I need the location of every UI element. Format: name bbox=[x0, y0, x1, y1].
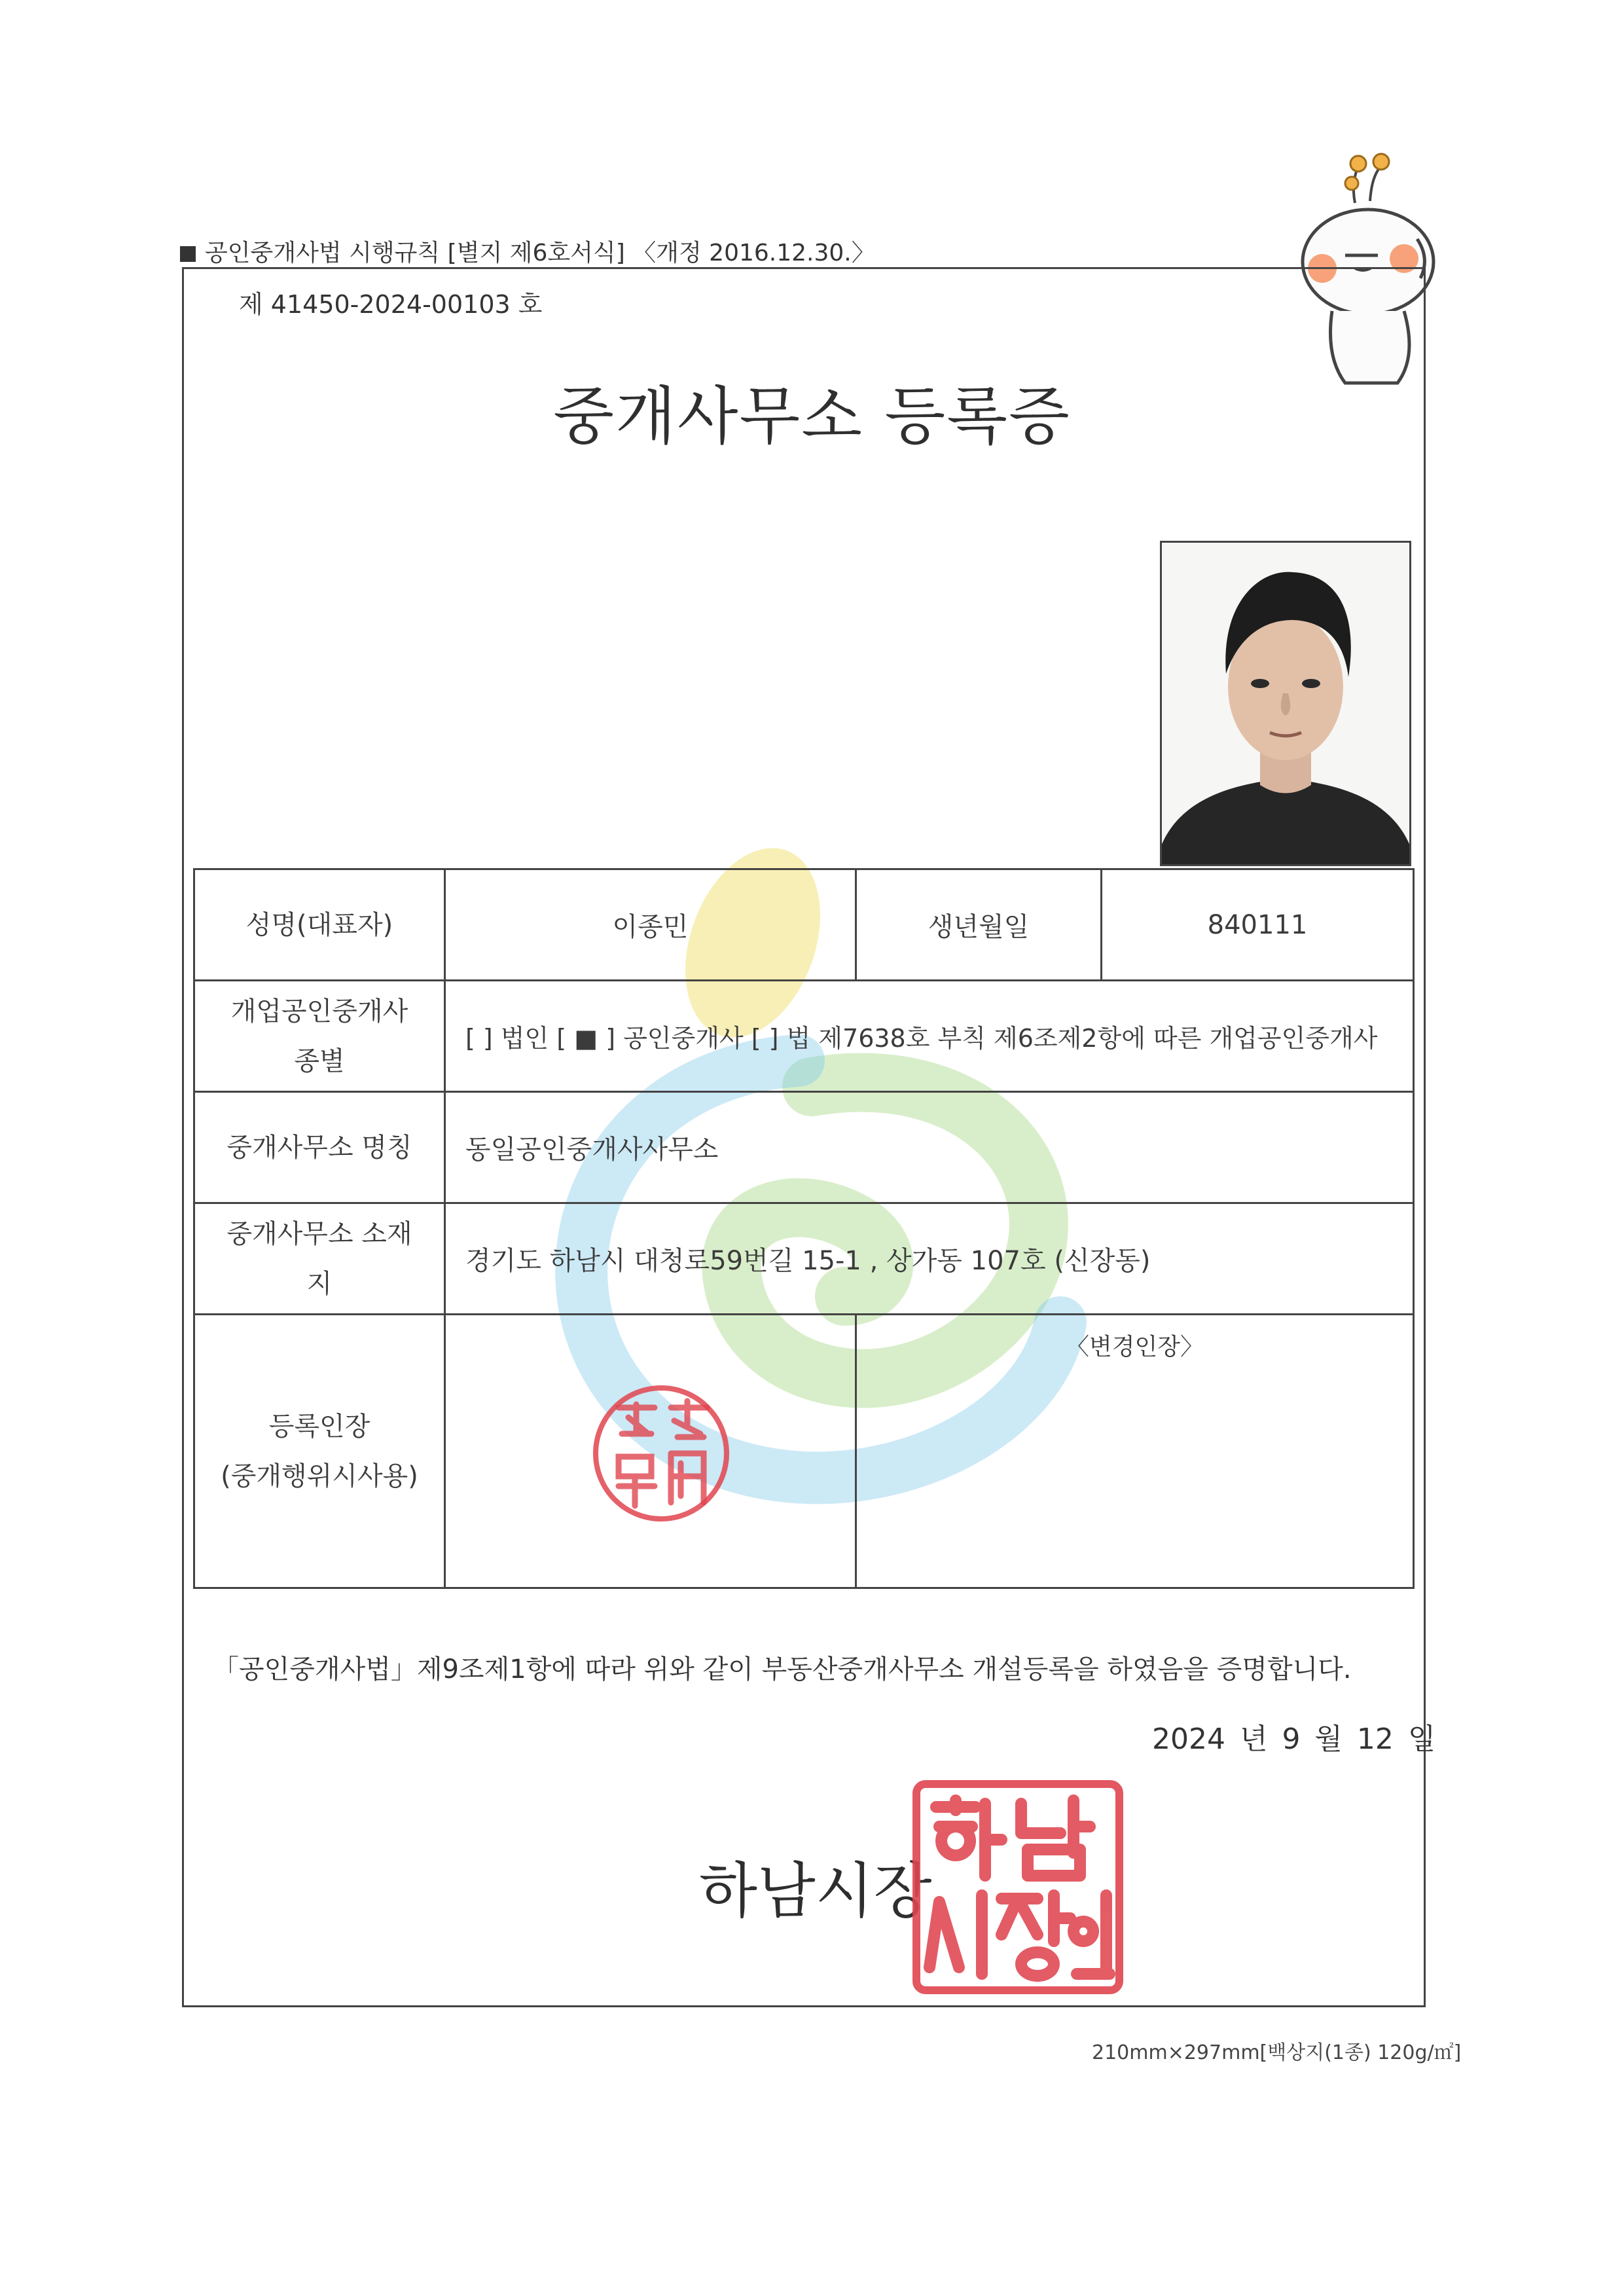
changed-seal-label: 〈변경인장〉 bbox=[1065, 1334, 1204, 1360]
type-label-line2: 종별 bbox=[294, 1046, 345, 1076]
official-seal-stamp bbox=[910, 1777, 1126, 1997]
square-bullet-icon bbox=[180, 246, 196, 262]
table-row bbox=[194, 981, 1414, 1092]
registration-number: 제 41450-2024-00103 호 bbox=[239, 290, 543, 319]
address-value: 경기도 하남시 대청로59번길 15-1 , 상가동 107호 (신장동) bbox=[445, 1203, 1414, 1315]
paper-specification: 210mm×297mm[백상지(1종) 120g/㎡] bbox=[1092, 2041, 1462, 2064]
seal-label-line1: 등록인장 bbox=[268, 1411, 370, 1442]
type-label bbox=[194, 981, 445, 1092]
issuer-title: 하남시장 bbox=[699, 1856, 932, 1926]
table-row bbox=[194, 1092, 1414, 1203]
changed-seal-cell bbox=[856, 1315, 1414, 1588]
seal-label bbox=[194, 1315, 445, 1588]
registered-seal-stamp bbox=[589, 1381, 733, 1525]
office-name-value: 동일공인중개사사무소 bbox=[445, 1092, 1414, 1203]
applicant-photo bbox=[1160, 541, 1411, 866]
office-name-label: 중개사무소 명칭 bbox=[194, 1092, 445, 1203]
type-label-line1: 개업공인중개사 bbox=[230, 996, 408, 1027]
registration-table bbox=[193, 868, 1415, 1589]
certification-statement: 「공인중개사법」제9조제1항에 따라 위와 같이 부동산중개사무소 개설등록을 하였음을 증명합니다. bbox=[213, 1654, 1352, 1685]
portrait-image bbox=[1162, 543, 1409, 864]
certificate-title: 중개사무소 등록증 bbox=[553, 380, 1071, 453]
issue-date: 2024 년 9 월 12 일 bbox=[1152, 1722, 1436, 1756]
table-row bbox=[194, 869, 1414, 981]
seal-label-line2: (중개행위시사용) bbox=[221, 1461, 418, 1491]
type-value: [ ] 법인 [ ■ ] 공인중개사 [ ] 법 제7638호 부칙 제6조제2항에 따른 개업공인중개사 bbox=[445, 981, 1414, 1092]
birth-label: 생년월일 bbox=[856, 869, 1102, 981]
name-label: 성명(대표자) bbox=[194, 869, 445, 981]
table-row bbox=[194, 1203, 1414, 1315]
form-header: 공인중개사법 시행규칙 [별지 제6호서식] 〈개정 2016.12.30.〉 bbox=[180, 234, 875, 268]
address-label: 중개사무소 소재지 bbox=[194, 1203, 445, 1315]
birth-value: 840111 bbox=[1102, 869, 1414, 981]
table-row bbox=[194, 1315, 1414, 1588]
name-value: 이종민 bbox=[445, 869, 856, 981]
